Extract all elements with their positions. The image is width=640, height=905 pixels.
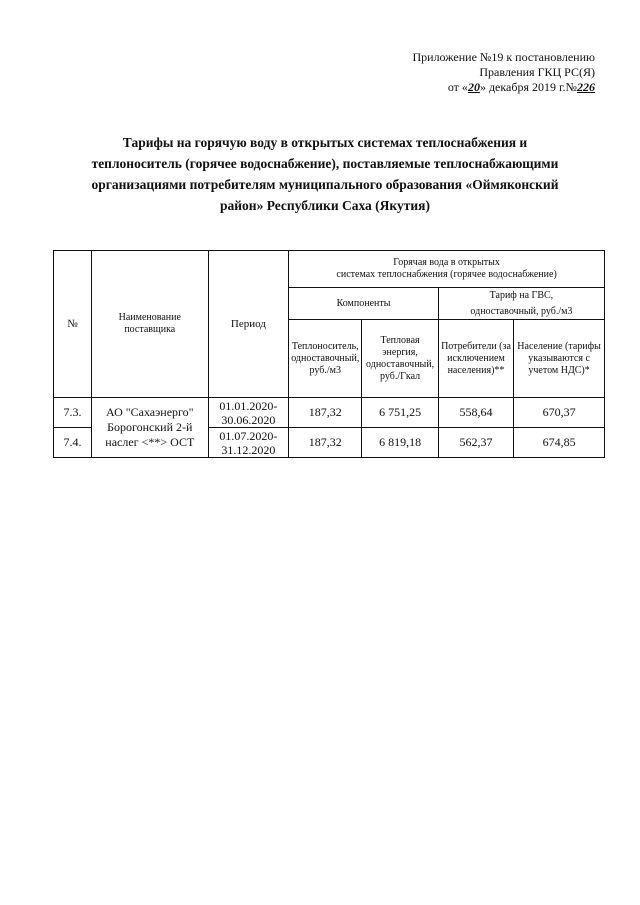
table-row [54,398,605,428]
header-group-line-1: Горячая вода в открытых [393,257,500,268]
header-num: № [54,251,92,398]
appendix-header [412,50,595,95]
row-num: 7.4. [54,428,92,458]
supplier-line-3: наслег <**> ОСТ [105,435,195,449]
appendix-line-1: Приложение №19 к постановлению [412,50,595,64]
appendix-date-middle: » декабря 2019 г.№ [479,80,577,94]
appendix-day: 20 [467,80,480,94]
header-tariff-line-2: одноставочный, руб./м3 [470,305,573,317]
row-num: 7.3. [54,398,92,428]
header-tariff [438,288,604,320]
header-population: Население (тарифы указываются с учетом НДС)* [514,320,605,398]
period-end: 31.12.2020 [221,442,276,457]
supplier-line-2: Борогонский 2-й [107,420,193,434]
header-group-line-2: системах теплоснабжения (горячее водоснабжение) [336,269,557,280]
row-coolant: 187,32 [289,428,362,458]
row-period [208,428,289,458]
header-tariff-line-1: Тариф на ГВС, [489,289,554,301]
period-end: 30.06.2020 [221,412,276,427]
document-title [75,132,575,216]
header-heat: Тепловая энергия, одноставочный, руб./Гкал [362,320,439,398]
period-start: 01.01.2020- [219,398,278,413]
title-line-4: район» Республики Саха (Якутия) [220,198,430,213]
header-consumers: Потребители (за исключением населения)** [438,320,513,398]
title-line-2: теплоноситель (горячее водоснабжение), поставляемые теплоснабжающими [91,156,559,171]
row-population: 674,85 [514,428,605,458]
appendix-number: 226 [577,80,595,94]
row-consumers: 562,37 [438,428,513,458]
header-components: Компоненты [289,288,439,320]
supplier-line-1: АО "Сахаэнерго" [106,405,194,419]
tariff-table [53,250,605,458]
supplier-cell [91,398,208,458]
header-coolant: Теплоноситель, одноставочный, руб./м3 [289,320,362,398]
title-line-3: организациями потребителям муниципального образования «Оймяконский [91,177,559,192]
header-period: Период [208,251,289,398]
appendix-line-3 [412,80,595,95]
row-heat: 6 751,25 [362,398,439,428]
appendix-line-2: Правления ГКЦ РС(Я) [479,65,595,79]
row-heat: 6 819,18 [362,428,439,458]
header-supplier: Наименование поставщика [91,251,208,398]
row-population: 670,37 [514,398,605,428]
row-coolant: 187,32 [289,398,362,428]
title-line-1: Тарифы на горячую воду в открытых системах теплоснабжения и [122,135,528,150]
appendix-date-prefix: от « [447,80,468,94]
row-consumers: 558,64 [438,398,513,428]
header-hot-water-group [289,251,605,288]
row-period [208,398,289,428]
period-start: 01.07.2020- [219,428,278,443]
